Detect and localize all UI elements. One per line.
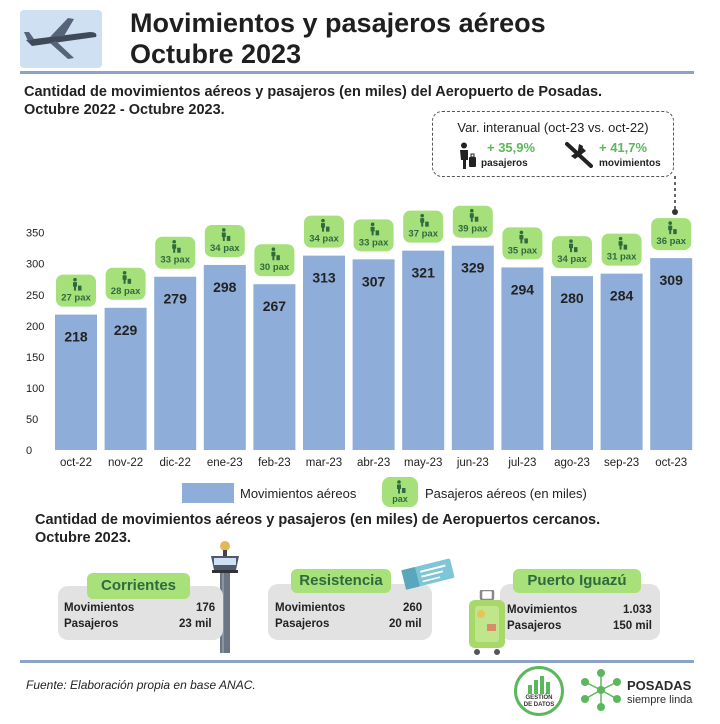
nearby-subtitle-line1: Cantidad de movimientos aéreos y pasajeros (en miles) de Aeropuertos cercanos. bbox=[35, 512, 601, 528]
boarding-pass-icon bbox=[399, 556, 457, 592]
variation-title: Var. interanual (oct-23 vs. oct-22) bbox=[457, 120, 649, 135]
iguazu-movimientos-value: 1.033 bbox=[623, 604, 652, 616]
bar-value-label: 280 bbox=[560, 290, 584, 307]
pax-value-label: 34 pax bbox=[309, 233, 339, 245]
bar-value-label: 321 bbox=[411, 264, 435, 281]
iguazu-pasajeros-label: Pasajeros bbox=[507, 620, 562, 632]
pax-value-label: 33 pax bbox=[160, 254, 190, 266]
x-tick-label: dic-22 bbox=[159, 457, 191, 469]
y-tick-label: 300 bbox=[26, 258, 45, 271]
y-tick-label: 150 bbox=[26, 351, 45, 364]
x-tick-label: nov-22 bbox=[108, 457, 144, 469]
footer-divider bbox=[20, 660, 694, 663]
x-tick-label: abr-23 bbox=[356, 457, 391, 469]
x-tick-label: oct-23 bbox=[655, 457, 688, 469]
bar-value-label: 218 bbox=[64, 328, 88, 345]
gestion-datos-icon bbox=[525, 673, 553, 695]
legend-pax-badge bbox=[382, 477, 418, 507]
pax-value-label: 39 pax bbox=[458, 223, 488, 235]
gestion-datos-line2: DE DATOS bbox=[523, 702, 555, 708]
pax-value-label: 36 pax bbox=[656, 236, 686, 248]
pasajeros-variation: + 35,9% bbox=[487, 140, 536, 155]
iguazu-pasajeros-value: 150 mil bbox=[613, 620, 652, 632]
bar-value-label: 329 bbox=[461, 259, 485, 276]
legend-movimientos-label: Movimientos aéreos bbox=[240, 486, 357, 501]
pax-value-label: 27 pax bbox=[61, 292, 91, 304]
traveler-icon bbox=[455, 142, 477, 170]
pax-value-label: 35 pax bbox=[507, 245, 538, 257]
resistencia-pasajeros-value: 20 mil bbox=[389, 618, 422, 630]
corrientes-pasajeros-value: 23 mil bbox=[179, 618, 212, 630]
page-title-line2: Octubre 2023 bbox=[130, 39, 302, 69]
bar-value-label: 298 bbox=[213, 278, 237, 295]
bar-value-label: 313 bbox=[312, 269, 336, 286]
y-tick-label: 50 bbox=[26, 413, 39, 426]
nearby-subtitle-line2: Octubre 2023. bbox=[35, 530, 131, 546]
pax-value-label: 34 pax bbox=[557, 254, 587, 266]
corrientes-movimientos-label: Movimientos bbox=[64, 602, 135, 614]
bar-value-label: 284 bbox=[609, 287, 634, 304]
x-tick-label: ene-23 bbox=[206, 457, 243, 469]
variation-box bbox=[432, 111, 674, 177]
bar-value-label: 279 bbox=[163, 290, 187, 307]
x-tick-label: jul-23 bbox=[508, 457, 537, 469]
plane-illustration bbox=[20, 10, 102, 68]
legend-traveler-icon bbox=[394, 480, 406, 494]
airport-title-resistencia: Resistencia bbox=[291, 569, 391, 593]
pax-value-label: 30 pax bbox=[259, 262, 290, 274]
pax-value-label: 31 pax bbox=[606, 251, 637, 263]
legend-pasajeros-label: Pasajeros aéreos (en miles) bbox=[425, 486, 587, 501]
pasajeros-variation-label: pasajeros bbox=[481, 158, 528, 169]
bar-value-label: 229 bbox=[113, 321, 138, 338]
gestion-datos-line1: GESTIÓN bbox=[525, 695, 553, 701]
x-tick-label: jun-23 bbox=[456, 457, 489, 469]
x-tick-label: mar-23 bbox=[305, 457, 343, 469]
airplane-small-icon bbox=[565, 142, 593, 168]
legend-movimientos-swatch bbox=[182, 483, 234, 503]
suitcase-icon bbox=[467, 590, 507, 656]
resistencia-movimientos-label: Movimientos bbox=[275, 602, 346, 614]
header-divider bbox=[20, 71, 694, 74]
x-tick-label: ago-23 bbox=[554, 457, 590, 469]
chart-subtitle-line2: Octubre 2022 - Octubre 2023. bbox=[24, 102, 225, 118]
x-tick-label: feb-23 bbox=[258, 457, 291, 469]
y-tick-label: 0 bbox=[26, 445, 33, 457]
pax-value-label: 37 pax bbox=[408, 228, 438, 240]
chart-subtitle-line1: Cantidad de movimientos aéreos y pasajeros (en miles) del Aeropuerto de Posadas. bbox=[24, 84, 603, 100]
bar-chart bbox=[0, 190, 720, 480]
corrientes-pasajeros-label: Pasajeros bbox=[64, 618, 119, 630]
legend-pax-text: pax bbox=[392, 494, 408, 504]
x-tick-label: sep-23 bbox=[604, 457, 640, 469]
pax-value-label: 28 pax bbox=[110, 285, 141, 297]
y-tick-label: 250 bbox=[26, 289, 45, 302]
iguazu-movimientos-label: Movimientos bbox=[507, 604, 578, 616]
y-tick-label: 100 bbox=[26, 382, 45, 395]
posadas-logo-name: POSADAS bbox=[627, 678, 692, 693]
y-tick-label: 350 bbox=[26, 227, 45, 240]
source-note: Fuente: Elaboración propia en base ANAC. bbox=[26, 678, 256, 692]
posadas-logo-tagline: siempre linda bbox=[627, 694, 693, 706]
resistencia-movimientos-value: 260 bbox=[403, 602, 423, 614]
resistencia-pasajeros-label: Pasajeros bbox=[275, 618, 330, 630]
y-tick-label: 200 bbox=[26, 320, 45, 333]
nearby-subtitle bbox=[35, 511, 600, 547]
posadas-logo-icon bbox=[576, 664, 626, 716]
page-title bbox=[130, 8, 546, 70]
bar-jun-23 bbox=[452, 246, 494, 450]
movimientos-variation-label: movimientos bbox=[599, 158, 661, 169]
bar-value-label: 294 bbox=[510, 281, 535, 298]
airplane-icon bbox=[20, 10, 102, 68]
bar-value-label: 309 bbox=[659, 272, 683, 289]
x-tick-label: may-23 bbox=[404, 457, 443, 469]
pax-value-label: 33 pax bbox=[358, 237, 389, 249]
corrientes-movimientos-value: 176 bbox=[196, 602, 216, 614]
bar-value-label: 307 bbox=[361, 273, 386, 290]
x-tick-label: oct-22 bbox=[60, 457, 92, 469]
page-title-line1: Movimientos y pasajeros aéreos bbox=[130, 8, 546, 38]
airport-title-corrientes: Corrientes bbox=[87, 573, 190, 599]
gestion-datos-logo bbox=[514, 666, 564, 716]
pax-value-label: 34 pax bbox=[210, 242, 240, 254]
movimientos-variation: + 41,7% bbox=[599, 140, 648, 155]
bar-value-label: 267 bbox=[262, 298, 287, 315]
airport-title-iguazu: Puerto Iguazú bbox=[513, 569, 641, 593]
